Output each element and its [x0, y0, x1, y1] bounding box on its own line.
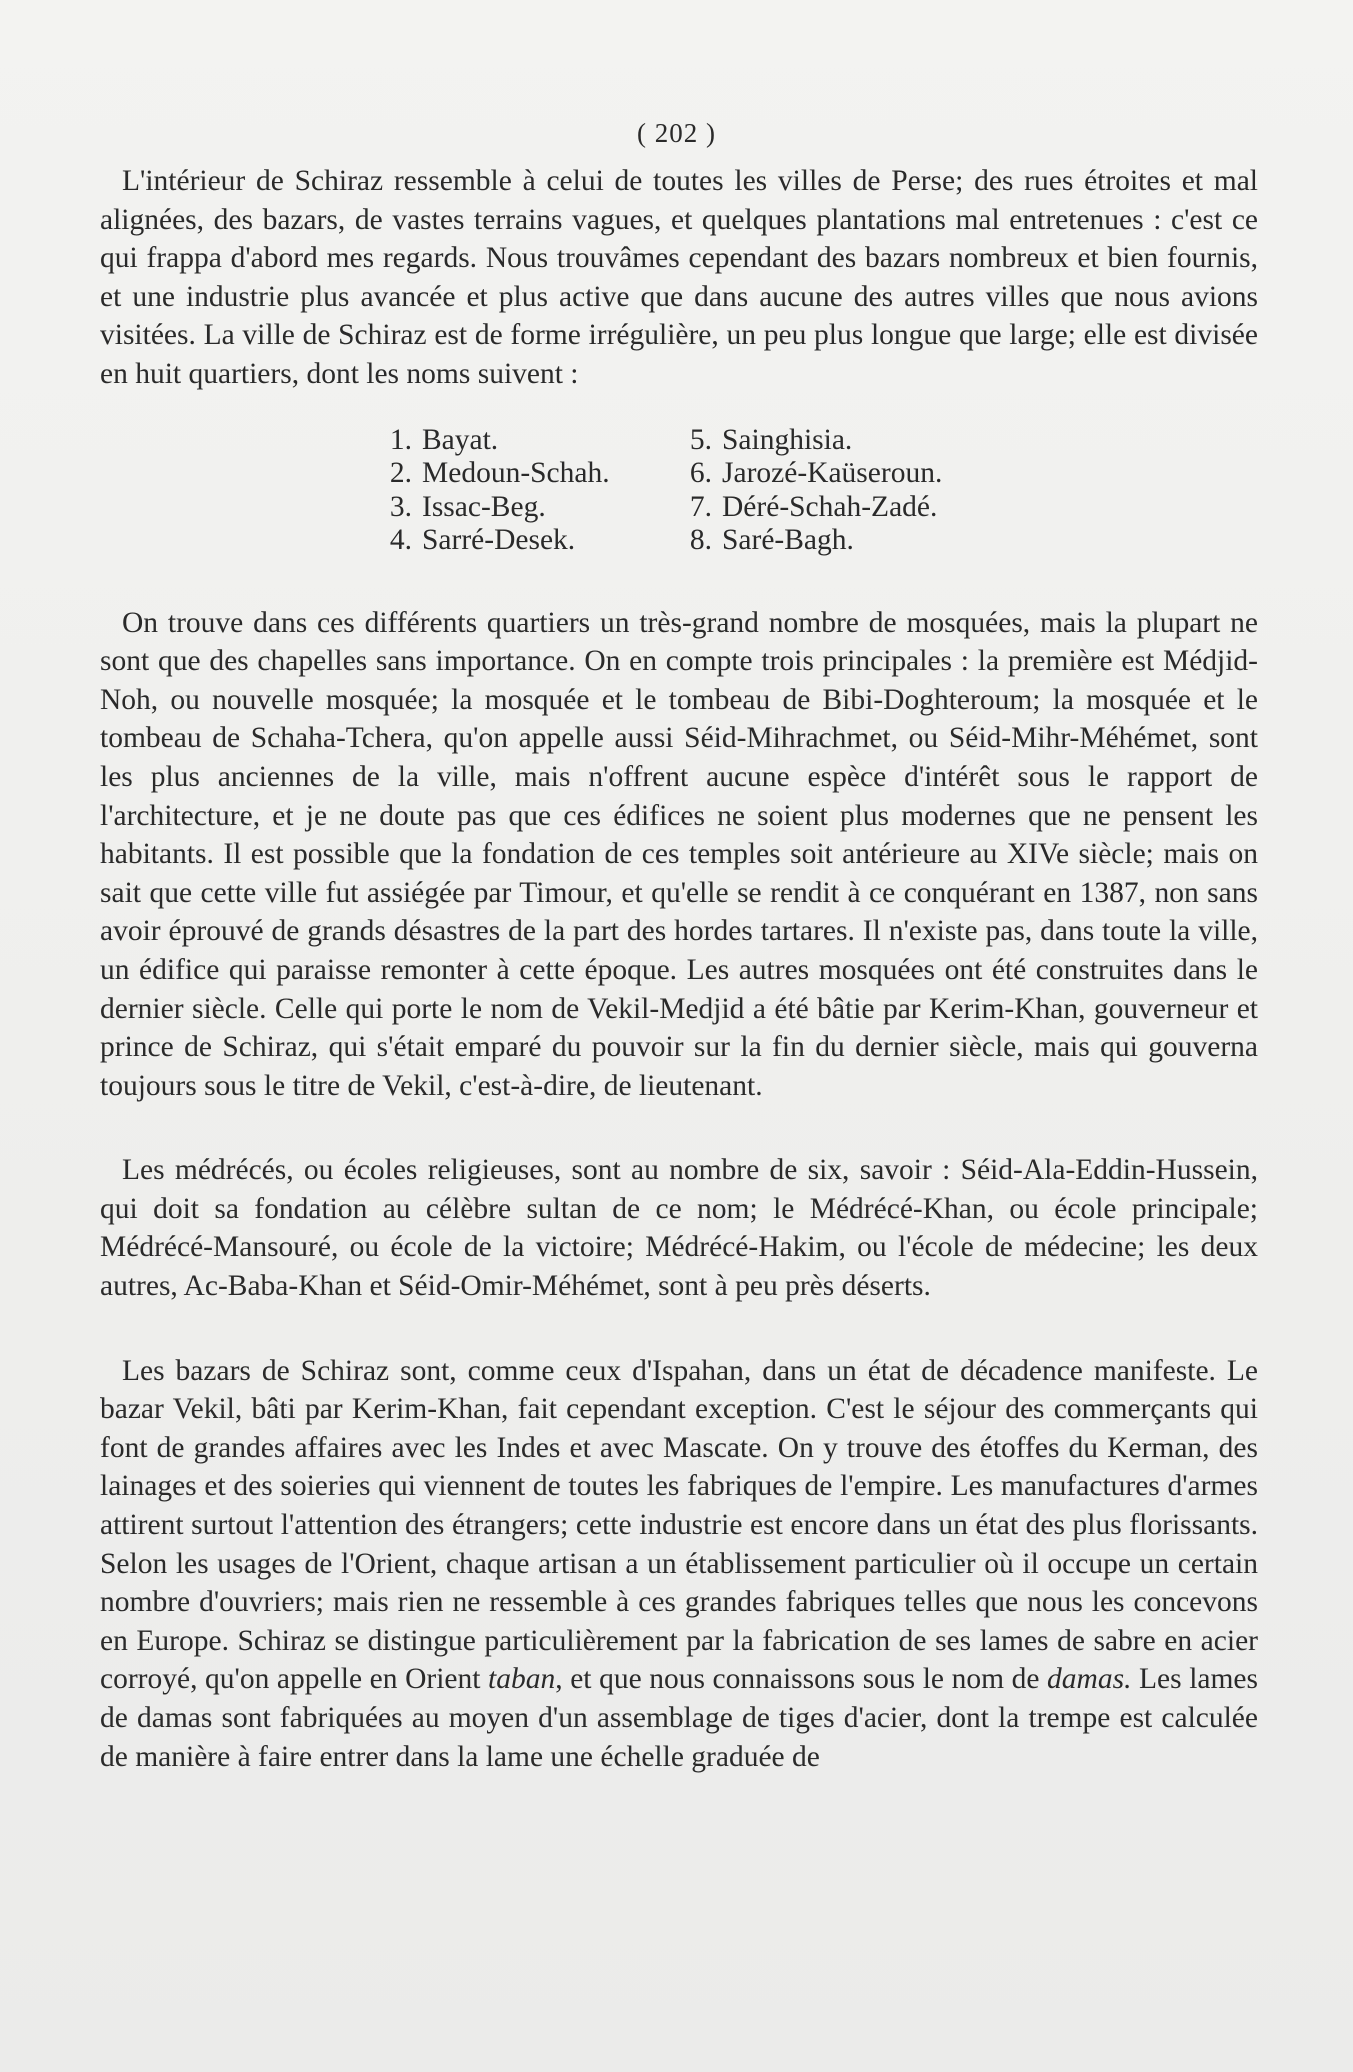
paragraph-spacer [100, 1105, 1258, 1151]
quarter-number: 7. [689, 490, 712, 523]
quarter-name: Sainghisia. [722, 423, 853, 456]
quarter-number: 6. [689, 457, 712, 490]
page-number: ( 202 ) [637, 118, 716, 148]
quarter-name: Jarozé-Kaüseroun. [722, 457, 943, 490]
quarter-item [672, 424, 1012, 458]
quarters-list [372, 424, 1258, 558]
quarter-name: Medoun-Schah. [422, 457, 610, 490]
quarter-name: Bayat. [422, 423, 499, 456]
quarter-number: 2. [389, 457, 412, 490]
quarter-item [372, 424, 672, 458]
quarter-item [672, 491, 1012, 525]
paragraph-medreces: Les médrécés, ou écoles religieuses, sont au nombre de six, savoir : Séid-Ala-Eddin-Hussein, qui doit sa fondation au célèbre sultan de ce nom; le Médrécé-Khan, ou école principale; Médrécé-Mansouré, ou école de la victoire; Médrécé-Hakim, ou l'école de médecine; les deux autres, Ac-Baba-Khan et Séid-Omir-Méhémet, sont à peu près déserts. [100, 1154, 1258, 1303]
quarter-item [372, 491, 672, 525]
quarter-item [372, 524, 672, 558]
quarter-number: 1. [389, 423, 412, 456]
paragraph-bazars [100, 1352, 1258, 1777]
quarter-number: 5. [689, 423, 712, 456]
quarter-item [672, 457, 1012, 491]
quarter-number: 8. [689, 524, 712, 557]
bazars-text-part: Les lames de damas sont fabriquées au moyen d'un assemblage de tiges d'acier, dont la trempe est calculée de manière à faire entrer dans la lame une échelle graduée de [100, 1663, 1259, 1773]
paragraph-spacer [100, 558, 1258, 604]
quarter-number: 4. [389, 524, 412, 557]
term-damas: damas. [1047, 1663, 1132, 1696]
quarter-name: Saré-Bagh. [722, 524, 854, 557]
paragraph-intro: L'intérieur de Schiraz ressemble à celui de toutes les villes de Perse; des rues étroites et mal alignées, des bazars, de vastes terrains vagues, et quelques plantations mal entretenues : c'est ce qui frappa d'abord mes regards. Nous trouvâmes cependant des bazars nombreux et bien fournis, et une industrie plus avancée et plus active que dans aucune des autres villes que nous avions visitées. La ville de Schiraz est de forme irrégulière, un peu plus longue que large; elle est divisée en huit quartiers, dont les noms suivent : [100, 165, 1258, 390]
bazars-text-part: , et que nous connaissons sous le nom de [555, 1663, 1040, 1696]
quarter-name: Déré-Schah-Zadé. [722, 490, 938, 523]
paragraph-mosques: On trouve dans ces différents quartiers un très-grand nombre de mosquées, mais la plupart ne sont que des chapelles sans importance. On en compte trois principales : la première est Médjid-Noh, ou nouvelle mosquée; la mosquée et le tombeau de Bibi-Doghteroum; la mosquée et le tombeau de Schaha-Tchera, qu'on appelle aussi Séid-Mihrachmet, ou Séid-Mihr-Méhémet, sont les plus anciennes de la ville, mais n'offrent aucune espèce d'intérêt sous le rapport de l'architecture, et je ne doute pas que ces édifices ne soient plus modernes que ne pensent les habitants. Il est possible que la fondation de ces temples soit antérieure au XIVe siècle; mais on sait que cette ville fut assiégée par Timour, et qu'elle se rendit à ce conquérant en 1387, non sans avoir éprouvé de grands désastres de la part des hordes tartares. Il n'existe pas, dans toute la ville, un édifice qui paraisse remonter à cette époque. Les autres mosquées ont été construites dans le dernier siècle. Celle qui porte le nom de Vekil-Medjid a été bâtie par Kerim-Khan, gouverneur et prince de Schiraz, qui s'était emparé du pouvoir sur la fin du dernier siècle, mais qui gouverna toujours sous le titre de Vekil, c'est-à-dire, de lieutenant. [100, 606, 1258, 1102]
paragraph-spacer [100, 1306, 1258, 1352]
quarter-item [372, 457, 672, 491]
quarter-item [672, 524, 1012, 558]
bazars-text-part: Les bazars de Schiraz sont, comme ceux d'Ispahan, dans un état de décadence manifeste. Le bazar Vekil, bâti par Kerim-Khan, fait cependant exception. C'est le séjour des commerçants qui font de grandes affaires avec les Indes et avec Mascate. On y trouve des étoffes du Kerman, des lainages et des soieries qui viennent de toutes les fabriques de l'empire. Les manufactures d'armes attirent surtout l'attention des étrangers; cette industrie est encore dans un état des plus florissants. Selon les usages de l'Orient, chaque artisan a un établissement particulier où il occupe un certain nombre d'ouvriers; mais rien ne ressemble à ces grandes fabriques telles que nous les concevons en Europe. Schiraz se distingue particulièrement par la fabrication de ses lames de sabre en acier corroyé, qu'on appelle en Orient [100, 1354, 1258, 1696]
page-content [100, 162, 1258, 1776]
quarter-number: 3. [389, 490, 412, 523]
quarter-name: Sarré-Desek. [422, 524, 576, 557]
term-taban: taban [488, 1663, 556, 1696]
quarter-name: Issac-Beg. [422, 490, 546, 523]
